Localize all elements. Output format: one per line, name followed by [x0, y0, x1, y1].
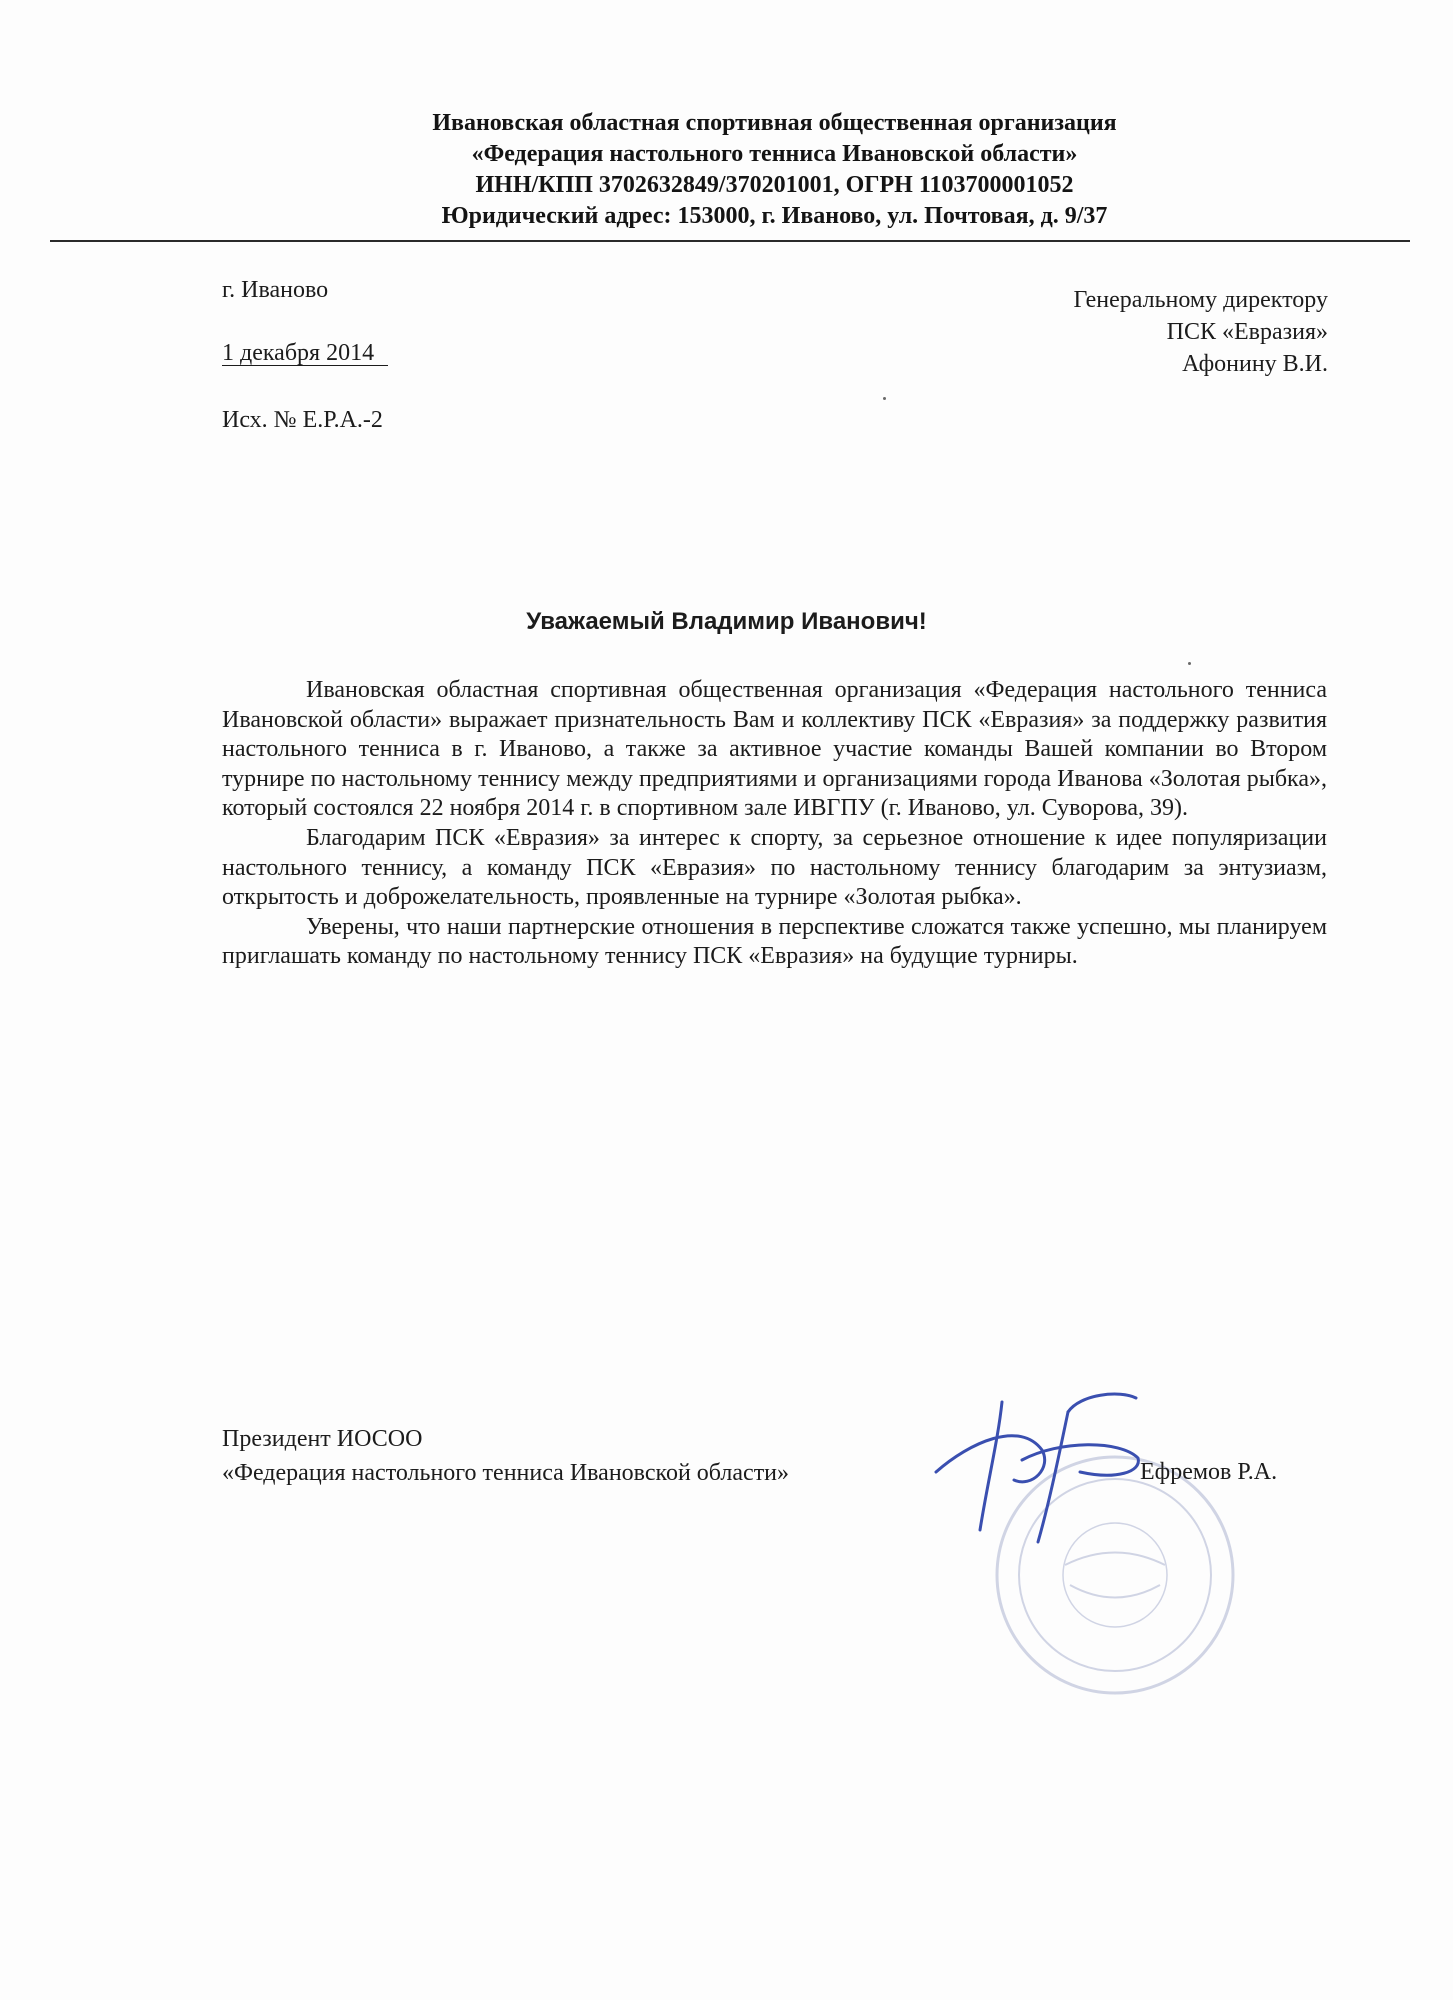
- addressee-position: Генеральному директору: [1073, 287, 1328, 313]
- scan-speck: [1188, 662, 1191, 665]
- letterhead-federation-name: «Федерация настольного тенниса Ивановской области»: [471, 141, 1078, 167]
- letter-date: 1 декабря 2014: [222, 341, 388, 366]
- body-paragraph-1: Ивановская областная спортивная общественная организация «Федерация настольного тенниса Ивановской области» выражает признательность Вам и коллективу ПСК «Евразия» за поддержку развития настольного тенниса в г. Иваново, а также за активное участие команды Вашей компании во Втором турнире по настольному теннису между предприятиями и организациями города Иванова «Золотая рыбка», который состоялся 22 ноября 2014 г. в спортивном зале ИВГПУ (г. Иваново, ул. Суворова, 39).: [222, 677, 1327, 822]
- handwritten-signature: [930, 1380, 1170, 1550]
- signatory-name: Ефремов Р.А.: [1140, 1459, 1278, 1485]
- scan-speck: [883, 397, 886, 400]
- outgoing-number: Исх. № Е.Р.А.-2: [222, 407, 383, 433]
- addressee-company: ПСК «Евразия»: [1166, 319, 1328, 345]
- signatory-title: Президент ИОСОО: [222, 1426, 423, 1452]
- addressee-name: Афонину В.И.: [1182, 351, 1328, 377]
- addressee-block: [1074, 284, 1328, 380]
- body-paragraph-3: Уверены, что наши партнерские отношения в перспективе сложатся также успешно, мы планируем приглашать команду по настольному теннису ПСК «Евразия» на будущие турниры.: [222, 913, 1327, 970]
- letterhead-divider: [50, 240, 1410, 242]
- signatory-organization: «Федерация настольного тенниса Ивановской области»: [222, 1460, 790, 1486]
- letterhead: [0, 108, 1453, 232]
- salutation: Уважаемый Владимир Иванович!: [526, 608, 927, 635]
- letter-city: г. Иваново: [222, 277, 329, 303]
- letterhead-org-name: Ивановская областная спортивная общественная организация: [432, 110, 1117, 136]
- signature-title-block: [222, 1422, 789, 1490]
- letterhead-tax-ids: ИНН/КПП 3702632849/370201001, ОГРН 1103700001052: [475, 172, 1074, 198]
- letter-body: [222, 676, 1327, 972]
- body-paragraph-2: Благодарим ПСК «Евразия» за интерес к спорту, за серьезное отношение к идее популяризации настольного теннису, а команду ПСК «Евразия» по настольному теннису благодарим за энтузиазм, открытость и доброжелательность, проявленные на турнире «Золотая рыбка».: [222, 824, 1327, 911]
- letterhead-legal-address: Юридический адрес: 153000, г. Иваново, ул. Почтовая, д. 9/37: [441, 203, 1108, 229]
